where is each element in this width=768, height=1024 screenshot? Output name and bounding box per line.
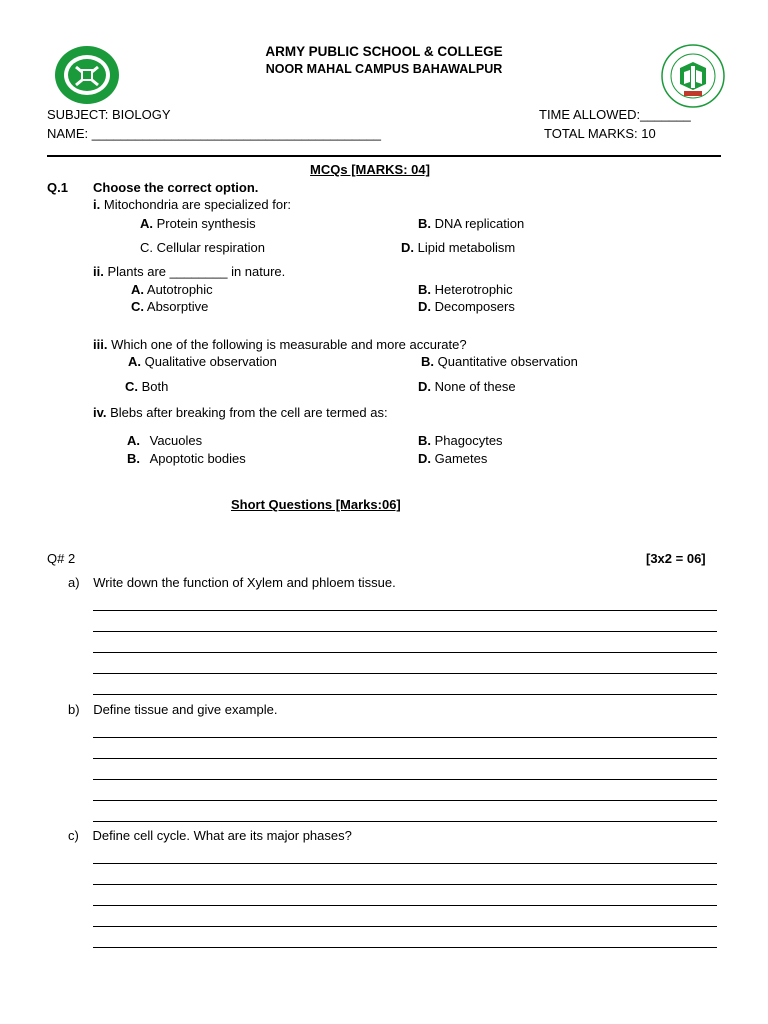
option-letter: B. <box>418 216 431 231</box>
option-letter: B. <box>127 451 140 466</box>
option-letter: A. <box>128 354 141 369</box>
question-number: ii. <box>93 264 104 279</box>
short-question-number: Q# 2 <box>47 551 76 566</box>
option-3a[interactable] <box>128 354 277 369</box>
question-text: Blebs after breaking from the cell are termed as: <box>110 405 388 420</box>
question-text: Write down the function of Xylem and phloem tissue. <box>93 575 396 590</box>
answer-line[interactable] <box>93 652 717 653</box>
option-1a[interactable] <box>140 216 256 231</box>
campus-title: NOOR MAHAL CAMPUS BAHAWALPUR <box>265 62 503 76</box>
answer-line[interactable] <box>93 905 717 906</box>
option-3c[interactable] <box>125 379 168 394</box>
school-title: ARMY PUBLIC SCHOOL & COLLEGE <box>265 44 503 59</box>
mcq-question-4 <box>93 405 388 420</box>
answer-line[interactable] <box>93 694 717 695</box>
option-4c[interactable] <box>127 451 246 466</box>
short-question-b <box>68 702 277 717</box>
option-text: Lipid metabolism <box>417 240 516 255</box>
option-text: Vacuoles <box>149 433 203 448</box>
option-text: Qualitative observation <box>144 354 277 369</box>
answer-line[interactable] <box>93 821 717 822</box>
header-divider <box>47 155 721 157</box>
short-question-marks: [3x2 = 06] <box>646 551 706 566</box>
option-text: Decomposers <box>434 299 515 314</box>
mcq-instruction: Choose the correct option. <box>93 180 259 195</box>
short-questions-heading: Short Questions [Marks:06] <box>231 497 401 512</box>
option-4a[interactable] <box>127 433 202 448</box>
name-field[interactable]: NAME: ________________________________________ <box>47 126 381 141</box>
option-3d[interactable] <box>418 379 516 394</box>
mcq-question-number: Q.1 <box>47 180 68 195</box>
option-letter: C. <box>140 240 153 255</box>
option-text: Protein synthesis <box>156 216 256 231</box>
mcq-question-1 <box>93 197 291 212</box>
option-letter: D. <box>418 451 431 466</box>
option-letter: D. <box>401 240 414 255</box>
option-1c[interactable] <box>140 240 265 255</box>
option-2d[interactable] <box>418 299 515 314</box>
answer-line[interactable] <box>93 737 717 738</box>
answer-line[interactable] <box>93 800 717 801</box>
answer-line[interactable] <box>93 779 717 780</box>
option-letter: A. <box>140 216 153 231</box>
option-text: Both <box>141 379 169 394</box>
option-letter: B. <box>421 354 434 369</box>
option-letter: C. <box>125 379 138 394</box>
question-text: Define cell cycle. What are its major phases? <box>92 828 352 843</box>
mcq-question-3 <box>93 337 467 352</box>
option-text: None of these <box>434 379 516 394</box>
option-4b[interactable] <box>418 433 503 448</box>
question-label: a) <box>68 575 80 590</box>
option-2b[interactable] <box>418 282 513 297</box>
option-text: Autotrophic <box>146 282 213 297</box>
subject-label: SUBJECT: BIOLOGY <box>47 107 171 122</box>
option-text: Absorptive <box>146 299 209 314</box>
question-label: c) <box>68 828 79 843</box>
short-question-a <box>68 575 396 590</box>
option-letter: B. <box>418 433 431 448</box>
option-1d[interactable] <box>401 240 515 255</box>
mcq-heading: MCQs [MARKS: 04] <box>310 162 430 177</box>
answer-line[interactable] <box>93 863 717 864</box>
option-text: Apoptotic bodies <box>149 451 246 466</box>
option-4d[interactable] <box>418 451 487 466</box>
question-text: Mitochondria are specialized for: <box>103 197 292 212</box>
answer-line[interactable] <box>93 947 717 948</box>
option-3b[interactable] <box>421 354 578 369</box>
question-text: Plants are ________ in nature. <box>107 264 286 279</box>
question-number: i. <box>93 197 101 212</box>
option-2a[interactable] <box>131 282 213 297</box>
answer-line[interactable] <box>93 610 717 611</box>
option-letter: D. <box>418 379 431 394</box>
question-label: b) <box>68 702 80 717</box>
option-letter: A. <box>131 282 144 297</box>
option-text: Heterotrophic <box>434 282 513 297</box>
option-letter: B. <box>418 282 431 297</box>
time-allowed-label: TIME ALLOWED:_______ <box>539 107 691 122</box>
option-text: Cellular respiration <box>156 240 266 255</box>
option-text: DNA replication <box>434 216 525 231</box>
total-marks-label: TOTAL MARKS: 10 <box>544 126 656 141</box>
option-letter: C. <box>131 299 144 314</box>
answer-line[interactable] <box>93 673 717 674</box>
answer-line[interactable] <box>93 631 717 632</box>
question-number: iii. <box>93 337 108 352</box>
option-text: Quantitative observation <box>437 354 578 369</box>
answer-line[interactable] <box>93 926 717 927</box>
option-2c[interactable] <box>131 299 208 314</box>
option-text: Gametes <box>434 451 488 466</box>
question-text: Which one of the following is measurable and more accurate? <box>111 337 467 352</box>
option-text: Phagocytes <box>434 433 503 448</box>
option-letter: A. <box>127 433 140 448</box>
question-number: iv. <box>93 405 107 420</box>
option-letter: D. <box>418 299 431 314</box>
option-1b[interactable] <box>418 216 524 231</box>
short-question-c <box>68 828 352 843</box>
question-text: Define tissue and give example. <box>93 702 278 717</box>
mcq-question-2 <box>93 264 285 279</box>
answer-line[interactable] <box>93 884 717 885</box>
answer-line[interactable] <box>93 758 717 759</box>
